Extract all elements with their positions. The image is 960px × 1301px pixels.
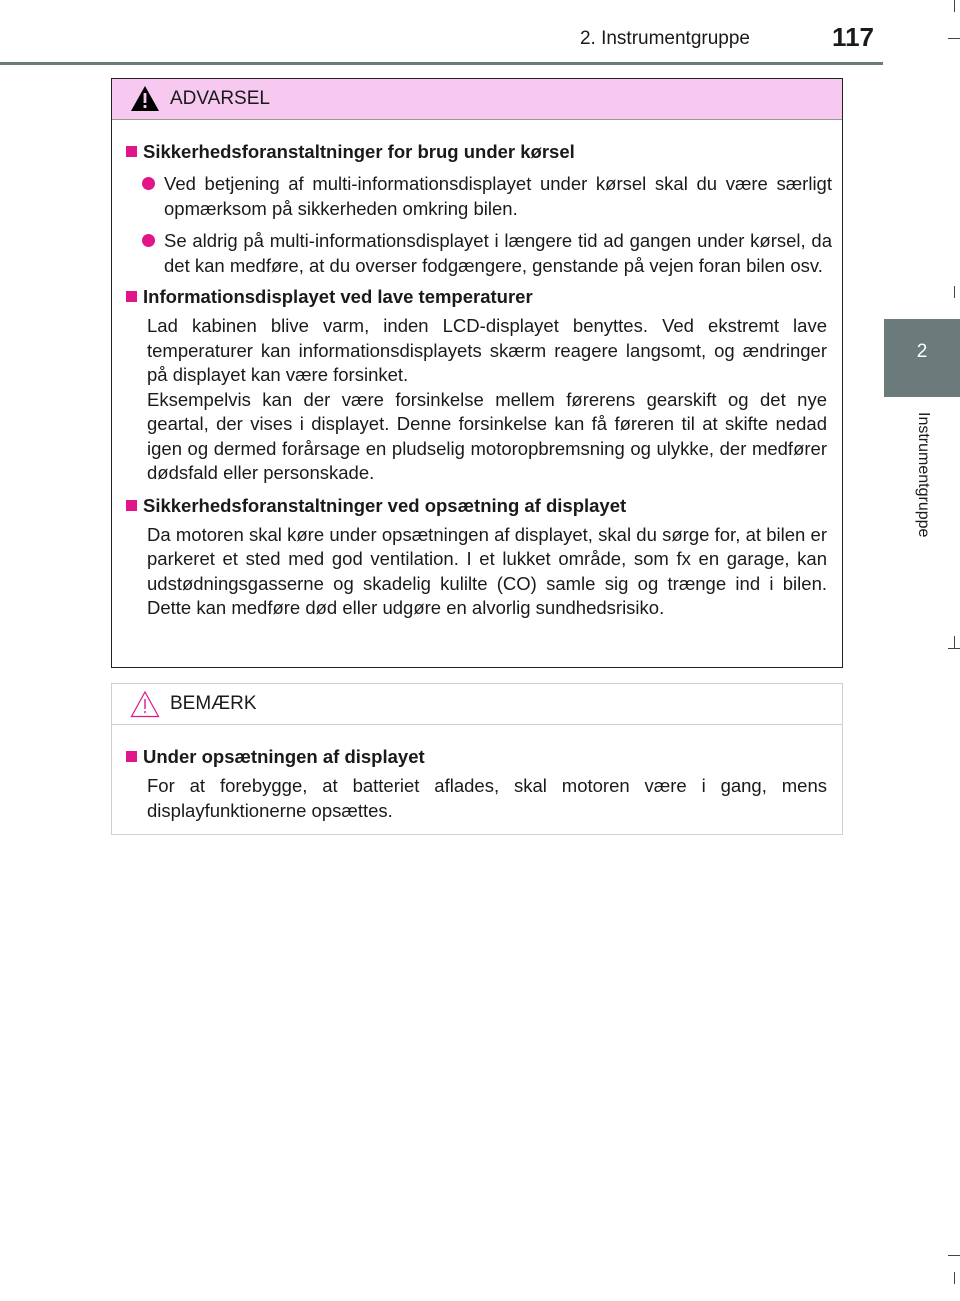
round-bullet-icon xyxy=(142,234,155,247)
chapter-tab-number: 2 xyxy=(916,341,928,362)
warning-heading-3: Sikkerhedsforanstaltninger ved opsætning af displayet xyxy=(122,493,832,518)
note-box-header xyxy=(112,684,842,725)
note-paragraph: For at forebygge, at batteriet aflades, skal motoren være i gang, mens displayfunktionerne opsættes. xyxy=(147,775,827,821)
warning-bullet: Se aldrig på multi-informationsdisplayet i længere tid ad gangen under kørsel, da det kan medføre, at du overser fodgængere, genstande på vejen foran bilen osv. xyxy=(122,228,832,278)
chapter-tab xyxy=(884,319,960,397)
note-body xyxy=(112,725,842,823)
caution-triangle-outline-icon xyxy=(130,690,160,718)
square-bullet-icon xyxy=(126,751,137,762)
trim-mark xyxy=(954,636,955,648)
warning-body xyxy=(112,120,842,621)
trim-mark xyxy=(954,1272,955,1284)
chapter-tab-label: Instrumentgruppe xyxy=(915,412,932,538)
warning-title: ADVARSEL xyxy=(170,88,270,109)
warning-bullet: Ved betjening af multi-informationsdisplayet under kørsel skal du være særligt opmærksom på sikkerheden omkring bilen. xyxy=(122,171,832,221)
warning-heading-1: Sikkerhedsforanstaltninger for brug under kørsel xyxy=(122,139,832,164)
note-heading: Under opsætningen af displayet xyxy=(122,744,832,769)
round-bullet-icon xyxy=(142,177,155,190)
section-title: 2. Instrumentgruppe xyxy=(579,28,750,49)
warning-box xyxy=(111,78,843,668)
warning-paragraph: Da motoren skal køre under opsætningen af displayet, skal du sørge for, at bilen er parkeret et sted med god ventilation. I et lukket område, som fx en garage, kan udstødningsgasserne og skadelig kulilte (CO) samle sig og trænge ind i bilen. Dette kan medføre død eller udgøre en alvorlig sundhedsrisiko. xyxy=(147,523,827,618)
note-title: BEMÆRK xyxy=(170,693,257,714)
warning-box-header xyxy=(112,79,842,120)
warning-paragraph: Eksempelvis kan der være forsinkelse mellem førerens gearskift og det nye geartal, der vises i displayet. Denne forsinkelse kan få føreren til at skifte nedad igen og dermed forårsage en pludselig motoropbremsning og ulykke, der medfører dødsfald eller personskade. xyxy=(147,388,827,483)
warning-heading-2: Informationsdisplayet ved lave temperaturer xyxy=(122,284,832,309)
square-bullet-icon xyxy=(126,500,137,511)
trim-mark xyxy=(954,286,955,298)
header-rule xyxy=(0,62,883,65)
square-bullet-icon xyxy=(126,291,137,302)
trim-mark xyxy=(948,38,960,39)
warning-triangle-icon xyxy=(130,85,160,112)
page-number: 117 xyxy=(832,22,874,52)
square-bullet-icon xyxy=(126,146,137,157)
trim-mark xyxy=(948,648,960,649)
trim-mark xyxy=(948,1255,960,1256)
warning-paragraph: Lad kabinen blive varm, inden LCD-displayet benyttes. Ved ekstremt lave temperaturer kan informationsdisplayets skærm reagere langsomt, og ændringer på displayet kan være forsinket. xyxy=(147,315,827,385)
trim-mark xyxy=(954,0,955,12)
note-box xyxy=(111,683,843,835)
